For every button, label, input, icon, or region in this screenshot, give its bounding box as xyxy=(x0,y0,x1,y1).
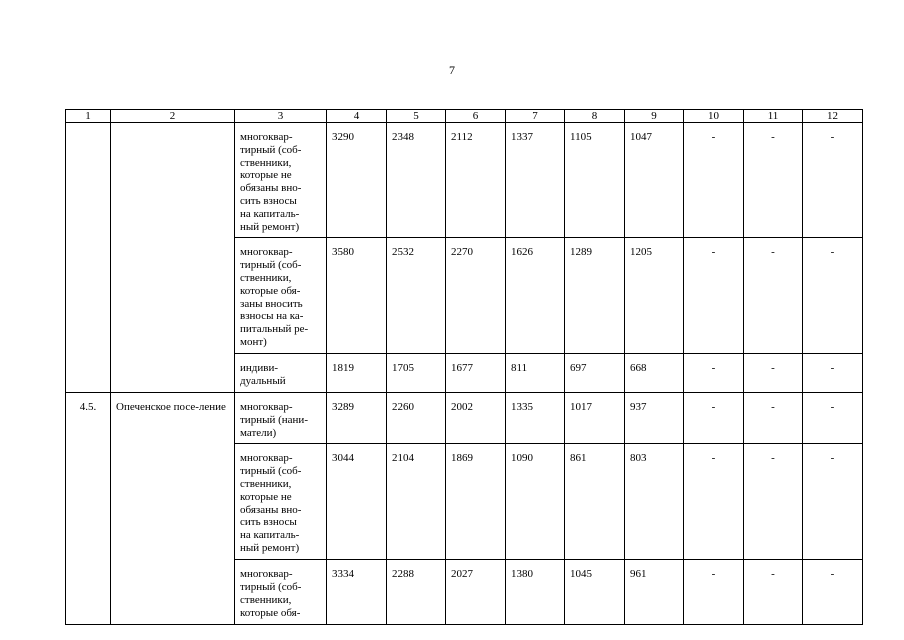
header-cell: 5 xyxy=(387,110,446,123)
housing-type-line: ственники, xyxy=(240,477,292,490)
value-cell: 3289 xyxy=(327,392,387,443)
value-cell: 961 xyxy=(625,560,684,624)
header-cell: 2 xyxy=(111,110,235,123)
value-cell: 2348 xyxy=(387,123,446,238)
housing-type-line: ный ремонт) xyxy=(240,541,300,554)
empty-value-cell: - xyxy=(803,560,863,624)
value-cell: 2027 xyxy=(446,560,506,624)
housing-type-line: тирный (нани- xyxy=(240,413,308,426)
housing-type-line: сить взносы xyxy=(240,194,297,207)
empty-value-cell: - xyxy=(803,392,863,443)
value-cell: 1105 xyxy=(565,123,625,238)
header-cell: 7 xyxy=(506,110,565,123)
value-cell: 2104 xyxy=(387,444,446,560)
housing-type-line: многоквар- xyxy=(240,568,293,581)
value-cell: 2270 xyxy=(446,238,506,354)
value-cell: 1335 xyxy=(506,392,565,443)
housing-type-line: которые не xyxy=(240,169,292,182)
housing-type-line: на капиталь- xyxy=(240,529,300,542)
housing-type-line: тирный (соб- xyxy=(240,143,302,156)
page-number: 7 xyxy=(449,63,455,77)
housing-type-line: матели) xyxy=(240,426,277,439)
value-cell: 2288 xyxy=(387,560,446,624)
value-cell: 1819 xyxy=(327,354,387,393)
housing-type-line: ственники, xyxy=(240,156,292,169)
housing-type-line: тирный (соб- xyxy=(240,465,302,478)
value-cell: 1205 xyxy=(625,238,684,354)
value-cell: 3580 xyxy=(327,238,387,354)
header-cell: 8 xyxy=(565,110,625,123)
value-cell: 1380 xyxy=(506,560,565,624)
row-number-cell xyxy=(66,123,111,393)
value-cell: 3044 xyxy=(327,444,387,560)
empty-value-cell: - xyxy=(803,238,863,354)
value-cell: 697 xyxy=(565,354,625,393)
value-cell: 668 xyxy=(625,354,684,393)
empty-value-cell: - xyxy=(744,238,803,354)
value-cell: 2112 xyxy=(446,123,506,238)
housing-type-line: многоквар- xyxy=(240,452,293,465)
housing-type-line: многоквар- xyxy=(240,400,293,413)
empty-value-cell: - xyxy=(684,238,744,354)
empty-value-cell: - xyxy=(803,123,863,238)
table-body xyxy=(66,123,863,625)
housing-type-line: питальный ре- xyxy=(240,323,309,336)
housing-type-cell xyxy=(235,444,327,560)
housing-type-line: монт) xyxy=(240,335,267,348)
header-row xyxy=(66,110,863,123)
value-cell: 811 xyxy=(506,354,565,393)
row-number-cell: 4.5. xyxy=(66,392,111,624)
value-cell: 861 xyxy=(565,444,625,560)
empty-value-cell: - xyxy=(744,444,803,560)
housing-type-line: ственники, xyxy=(240,593,292,606)
housing-type-cell xyxy=(235,560,327,624)
value-cell: 1289 xyxy=(565,238,625,354)
value-cell: 1017 xyxy=(565,392,625,443)
header-cell: 1 xyxy=(66,110,111,123)
housing-type-line: многоквар- xyxy=(240,246,293,259)
value-cell: 1626 xyxy=(506,238,565,354)
value-cell: 2532 xyxy=(387,238,446,354)
value-cell: 1047 xyxy=(625,123,684,238)
empty-value-cell: - xyxy=(744,560,803,624)
header-cell: 10 xyxy=(684,110,744,123)
value-cell: 2260 xyxy=(387,392,446,443)
table-row xyxy=(66,392,863,443)
housing-type-line: ственники, xyxy=(240,271,292,284)
empty-value-cell: - xyxy=(684,444,744,560)
value-cell: 1090 xyxy=(506,444,565,560)
housing-type-line: тирный (соб- xyxy=(240,581,302,594)
housing-type-line: которые обя- xyxy=(240,606,301,619)
table-header xyxy=(66,110,863,123)
empty-value-cell: - xyxy=(684,354,744,393)
empty-value-cell: - xyxy=(744,354,803,393)
value-cell: 1677 xyxy=(446,354,506,393)
empty-value-cell: - xyxy=(803,354,863,393)
header-cell: 9 xyxy=(625,110,684,123)
housing-type-line: взносы на ка- xyxy=(240,310,304,323)
empty-value-cell: - xyxy=(684,123,744,238)
housing-type-line: которые не xyxy=(240,490,292,503)
housing-type-line: многоквар- xyxy=(240,131,293,143)
value-cell: 1045 xyxy=(565,560,625,624)
housing-type-cell xyxy=(235,392,327,443)
tariff-table xyxy=(65,109,863,625)
empty-value-cell: - xyxy=(744,123,803,238)
value-cell: 1705 xyxy=(387,354,446,393)
housing-type-line: обязаны вно- xyxy=(240,182,302,195)
empty-value-cell: - xyxy=(684,560,744,624)
settlement-name-cell: Опеченское посе-ление xyxy=(111,392,235,624)
housing-type-line: заны вносить xyxy=(240,297,303,310)
value-cell: 937 xyxy=(625,392,684,443)
housing-type-line: индиви- xyxy=(240,362,279,375)
value-cell: 1869 xyxy=(446,444,506,560)
housing-type-line: дуальный xyxy=(240,375,286,388)
header-cell: 4 xyxy=(327,110,387,123)
housing-type-line: обязаны вно- xyxy=(240,503,302,516)
value-cell: 1337 xyxy=(506,123,565,238)
header-cell: 11 xyxy=(744,110,803,123)
empty-value-cell: - xyxy=(803,444,863,560)
header-cell: 12 xyxy=(803,110,863,123)
housing-type-line: сить взносы xyxy=(240,516,297,529)
value-cell: 3290 xyxy=(327,123,387,238)
housing-type-cell xyxy=(235,354,327,393)
value-cell: 3334 xyxy=(327,560,387,624)
housing-type-cell xyxy=(235,123,327,238)
table-row xyxy=(66,123,863,238)
housing-type-line: тирный (соб- xyxy=(240,259,302,272)
housing-type-cell xyxy=(235,238,327,354)
settlement-name-cell xyxy=(111,123,235,393)
housing-type-line: на капиталь- xyxy=(240,207,300,220)
housing-type-line: которые обя- xyxy=(240,284,301,297)
empty-value-cell: - xyxy=(684,392,744,443)
value-cell: 2002 xyxy=(446,392,506,443)
housing-type-line: ный ремонт) xyxy=(240,220,300,233)
header-cell: 3 xyxy=(235,110,327,123)
value-cell: 803 xyxy=(625,444,684,560)
empty-value-cell: - xyxy=(744,392,803,443)
header-cell: 6 xyxy=(446,110,506,123)
